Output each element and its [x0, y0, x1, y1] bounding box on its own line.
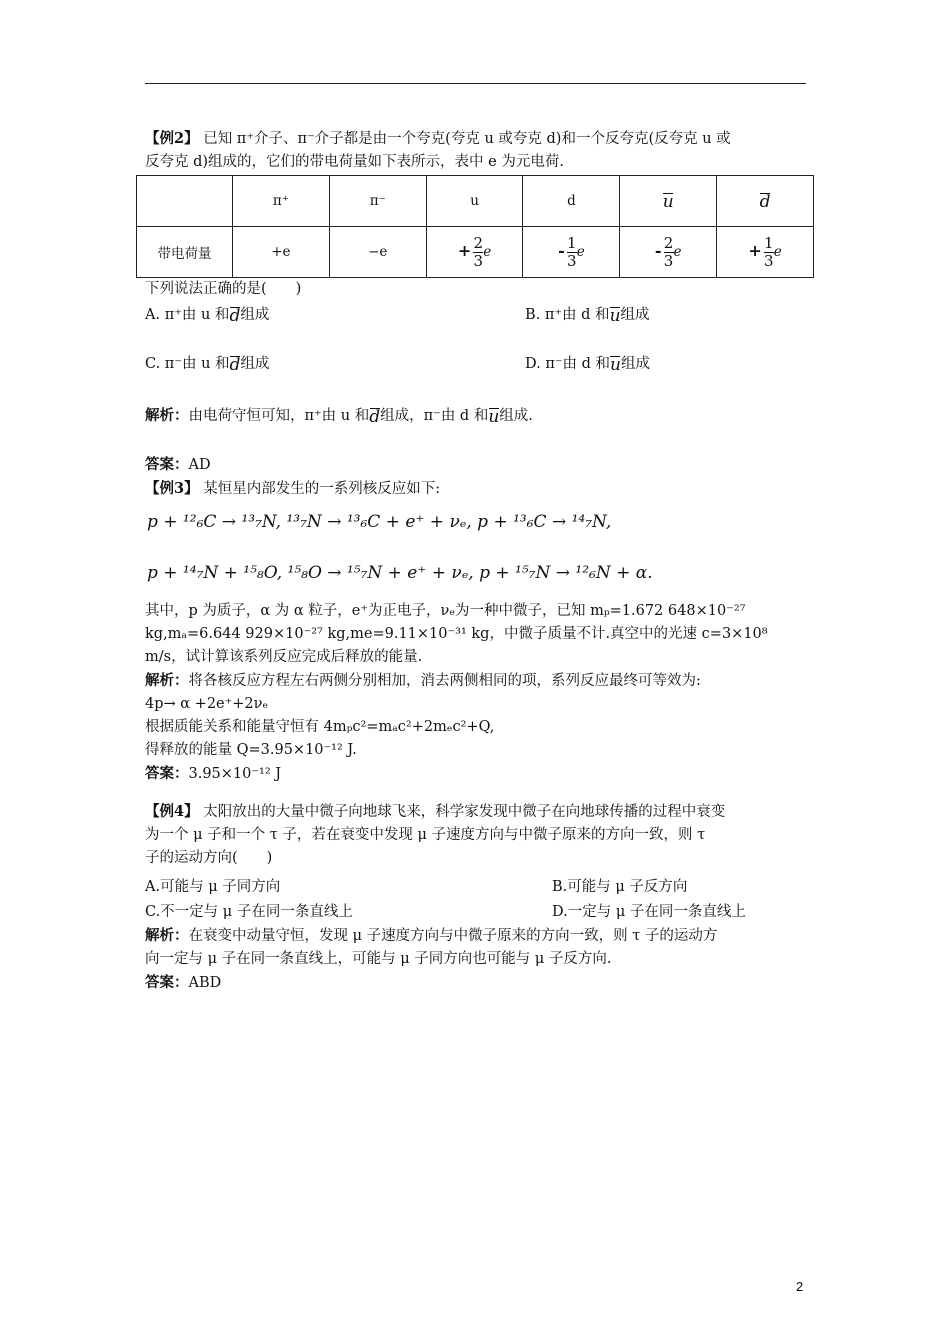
ex3-intro: 【例3】 某恒星内部发生的一系列核反应如下:	[145, 480, 441, 497]
table-header-cell: u	[426, 176, 523, 227]
ex3-body-line: m/s，试计算该系列反应完成后释放的能量.	[145, 649, 423, 665]
anti-d-symbol: d	[229, 305, 241, 326]
table-cell-charge-u: + $\frac{2}{3}$ e	[426, 227, 523, 278]
ex4-analysis: 解析：在衰变中动量守恒，发现 μ 子速度方向与中微子原来的方向一致，则 τ 子的运动方 向一定与 μ 子在同一条直线上，可能与 μ 子同方向也可能与 μ 子反方向. 答案：ABD	[145, 924, 810, 995]
ex3-body-line: 其中，p 为质子，α 为 α 粒子，e⁺为正电子，νₑ为一种中微子，已知 mₚ=1.672 648×10⁻²⁷	[145, 603, 746, 619]
anti-d-symbol: d	[229, 354, 241, 375]
charge-table	[136, 175, 814, 278]
table-header-cell	[620, 176, 717, 227]
table-cell: +e	[233, 227, 330, 278]
table-cell-charge-d: - $\frac{1}{3}$ e	[523, 227, 620, 278]
table-header-cell: π⁺	[233, 176, 330, 227]
ex3-answer: 答案：3.95×10⁻¹² J	[145, 765, 282, 782]
ex3-body	[145, 600, 810, 786]
table-row-label: 带电荷量	[137, 227, 233, 278]
ex2-analysis: 解析：由电荷守恒可知，π⁺由 u 和 d 组成，π⁻由 d 和 u 组成.	[145, 406, 533, 427]
table-header-row	[137, 176, 814, 227]
table-row	[137, 227, 814, 278]
table-cell-charge-anti-d: + $\frac{1}{3}$ e	[717, 227, 814, 278]
ex3-analysis-line: 根据质能关系和能量守恒有 4mₚc²=mₐc²+2mₑc²+Q,	[145, 719, 495, 735]
table-cell: −e	[329, 227, 426, 278]
table-header-cell	[717, 176, 814, 227]
ex2-intro-line1: 已知 π⁺介子、π⁻介子都是由一个夸克(夸克 u 或夸克 d)和一个反夸克(反夸克 u 或	[198, 131, 731, 147]
ex3-equation-1: p + ¹²₆C → ¹³₇N, ¹³₇N → ¹³₆C + e⁺ + νₑ, p + ¹³₆C → ¹⁴₇N,	[147, 512, 612, 532]
ex3-body-line: kg,mₐ=6.644 929×10⁻²⁷ kg,me=9.11×10⁻³¹ kg，中微子质量不计.真空中的光速 c=3×10⁸	[145, 626, 768, 642]
ex4-intro-line: 为一个 μ 子和一个 τ 子，若在衰变中发现 μ 子速度方向与中微子原来的方向一致，则 τ	[145, 827, 706, 843]
ex2-tag: 【例2】	[145, 130, 199, 147]
ex4-option-c: C.不一定与 μ 子在同一条直线上	[145, 904, 353, 920]
ex4-tag: 【例4】	[145, 803, 199, 820]
ex2-intro	[145, 127, 810, 174]
ex3-analysis-line: 解析：将各核反应方程左右两侧分别相加，消去两侧相同的项，系列反应最终可等效为:	[145, 672, 701, 689]
ex2-answer: 答案：AD	[145, 456, 211, 473]
anti-u-symbol: u	[609, 305, 621, 326]
ex4-intro-line: 太阳放出的大量中微子向地球飞来，科学家发现中微子在向地球传播的过程中衰变	[198, 804, 726, 820]
ex2-question: 下列说法正确的是( )	[145, 281, 302, 297]
ex3-analysis-line: 得释放的能量 Q=3.95×10⁻¹² J.	[145, 742, 357, 758]
ex2-option-b: B. π⁺由 d 和 u 组成	[525, 305, 650, 326]
ex4-answer: 答案：ABD	[145, 974, 222, 991]
ex4-option-b: B.可能与 μ 子反方向	[552, 879, 688, 895]
ex2-option-d: D. π⁻由 d 和 u 组成	[525, 354, 650, 375]
ex4-analysis-line: 向一定与 μ 子在同一条直线上，可能与 μ 子同方向也可能与 μ 子反方向.	[145, 951, 612, 967]
page-number: 2	[796, 1279, 804, 1294]
ex2-option-c: C. π⁻由 u 和 d 组成	[145, 354, 270, 375]
ex4-block	[145, 800, 810, 870]
ex4-option-d: D.一定与 μ 子在同一条直线上	[552, 904, 746, 920]
anti-d-symbol: d	[759, 191, 771, 212]
ex3-equation-2: p + ¹⁴₇N + ¹⁵₈O, ¹⁵₈O → ¹⁵₇N + e⁺ + νₑ, p + ¹⁵₇N → ¹²₆N + α.	[147, 563, 653, 583]
ex4-intro-line: 子的运动方向( )	[145, 850, 273, 866]
ex2-intro-line2: 反夸克 d)组成的，它们的带电荷量如下表所示，表中 e 为元电荷.	[145, 154, 564, 170]
ex3-analysis-line: 4p→ α +2e⁺+2νₑ	[145, 696, 269, 712]
anti-u-symbol: u	[662, 191, 674, 212]
table-header-cell	[137, 176, 233, 227]
table-header-cell: d	[523, 176, 620, 227]
anti-u-symbol: u	[610, 354, 621, 375]
table-header-cell: π⁻	[329, 176, 426, 227]
ex2-option-a: A. π⁺由 u 和 d 组成	[145, 305, 270, 326]
header-rule	[145, 83, 806, 84]
table-cell-charge-anti-u: - $\frac{2}{3}$ e	[620, 227, 717, 278]
ex4-option-a: A.可能与 μ 子同方向	[145, 879, 281, 895]
